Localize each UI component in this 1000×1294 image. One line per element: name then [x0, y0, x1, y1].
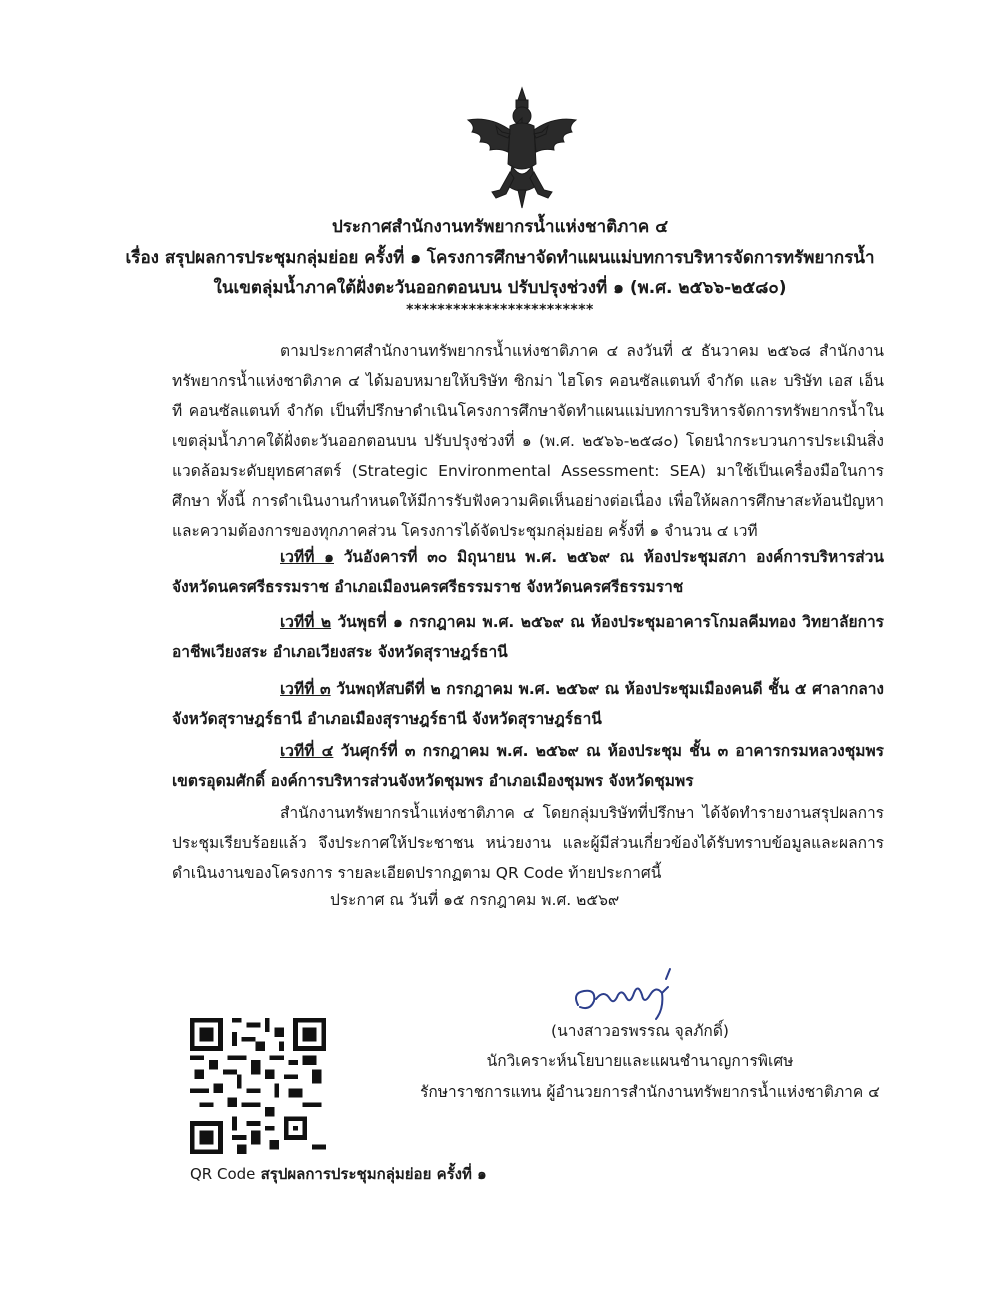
session-details: วันศุกร์ที่ ๓ กรกฎาคม พ.ศ. ๒๕๖๙ ณ ห้องประชุม ชั้น ๓ อาคารกรมหลวงชุมพรเขตรอุดมศักดิ์ องค์การบริหารส่วนจังหวัดชุมพร อำเภอเมืองชุมพร จังหวัดชุมพร [172, 742, 884, 790]
garuda-emblem-icon [462, 86, 582, 210]
session-label: เวทีที่ ๔ [280, 742, 334, 760]
qr-code-caption [190, 1162, 487, 1186]
signatory-acting-role: รักษาราชการแทน ผู้อำนวยการสำนักงานทรัพยากรน้ำแห่งชาติภาค ๔ [420, 1083, 880, 1101]
handwritten-signature [570, 965, 700, 1025]
announcement-title: ประกาศสำนักงานทรัพยากรน้ำแห่งชาติภาค ๔ [331, 217, 669, 237]
qr-code-description: สรุปผลการประชุมกลุ่มย่อย ครั้งที่ ๑ [255, 1165, 487, 1183]
intro-paragraph: ตามประกาศสำนักงานทรัพยากรน้ำแห่งชาติภาค ๔ ลงวันที่ ๕ ธันวาคม ๒๕๖๘ สำนักงานทรัพยากรน้ำแห่งชาติภาค ๔ ได้มอบหมายให้บริษัท ซิกม่า ไฮโดร คอนซัลแตนท์ จำกัด และ บริษัท เอส เอ็น ที คอนซัลแตนท์ จำกัด เป็นที่ปรึกษาดำเนินโครงการศึกษาจัดทำแผนแม่บทการบริหารจัดการทรัพยากรน้ำในเขตลุ่มน้ำภาคใต้ฝั่งตะวันออกตอนบน ปรับปรุงช่วงที่ ๑ (พ.ศ. ๒๕๖๖-๒๕๘๐) โดยนำกระบวนการประเมินสิ่งแวดล้อมระดับยุทธศาสตร์ (Strategic Environmental Assessment: SEA) มาใช้เป็นเครื่องมือในการศึกษา ทั้งนี้ การดำเนินงานกำหนดให้มีการรับฟังความคิดเห็นอย่างต่อเนื่อง เพื่อให้ผลการศึกษาสะท้อนปัญหาและความต้องการของทุกภาคส่วน โครงการได้จัดประชุมกลุ่มย่อย ครั้งที่ ๑ จำนวน ๔ เวที [172, 342, 884, 540]
session-label: เวทีที่ ๑ [280, 548, 334, 566]
qr-code-label: QR Code [190, 1165, 256, 1183]
session-3 [172, 674, 884, 734]
signatory-name: (นางสาวอรพรรณ จุลภักดิ์) [551, 1022, 729, 1040]
session-details: วันพฤหัสบดีที่ ๒ กรกฎาคม พ.ศ. ๒๕๖๙ ณ ห้องประชุมเมืองคนดี ชั้น ๕ ศาลากลางจังหวัดสุราษฎร์ธานี อำเภอเมืองสุราษฎร์ธานี จังหวัดสุราษฎร์ธานี [172, 680, 884, 728]
session-1 [172, 542, 884, 602]
signatory-position: นักวิเคราะห์นโยบายและแผนชำนาญการพิเศษ [486, 1052, 794, 1070]
announcement-date: ประกาศ ณ วันที่ ๑๕ กรกฎาคม พ.ศ. ๒๕๖๙ [330, 891, 620, 909]
separator-stars: ************************ [406, 302, 594, 318]
session-4 [172, 736, 884, 796]
session-2 [172, 607, 884, 667]
announcement-subject-continued: ในเขตลุ่มน้ำภาคใต้ฝั่งตะวันออกตอนบน ปรับปรุงช่วงที่ ๑ (พ.ศ. ๒๕๖๖-๒๕๘๐) [213, 278, 787, 298]
qr-code-icon[interactable] [190, 1018, 326, 1154]
session-details: วันอังคารที่ ๓๐ มิถุนายน พ.ศ. ๒๕๖๙ ณ ห้องประชุมสภา องค์การบริหารส่วนจังหวัดนครศรีธรรมราช อำเภอเมืองนครศรีธรรมราช จังหวัดนครศรีธรรมราช [172, 548, 885, 596]
announcement-subject: เรื่อง สรุปผลการประชุมกลุ่มย่อย ครั้งที่ ๑ โครงการศึกษาจัดทำแผนแม่บทการบริหารจัดการทรัพยากรน้ำ [125, 248, 875, 268]
session-label: เวทีที่ ๓ [280, 680, 331, 698]
session-details: วันพุธที่ ๑ กรกฎาคม พ.ศ. ๒๕๖๙ ณ ห้องประชุมอาคารโกมลคีมทอง วิทยาลัยการอาชีพเวียงสระ อำเภอเวียงสระ จังหวัดสุราษฎร์ธานี [172, 613, 884, 661]
summary-paragraph: สำนักงานทรัพยากรน้ำแห่งชาติภาค ๔ โดยกลุ่มบริษัทที่ปรึกษา ได้จัดทำรายงานสรุปผลการประชุมเรียบร้อยแล้ว จึงประกาศให้ประชาชน หน่วยงาน และผู้มีส่วนเกี่ยวข้องได้รับทราบข้อมูลและผลการดำเนินงานของโครงการ รายละเอียดปรากฏตาม QR Code ท้ายประกาศนี้ [172, 804, 884, 882]
session-label: เวทีที่ ๒ [280, 613, 332, 631]
